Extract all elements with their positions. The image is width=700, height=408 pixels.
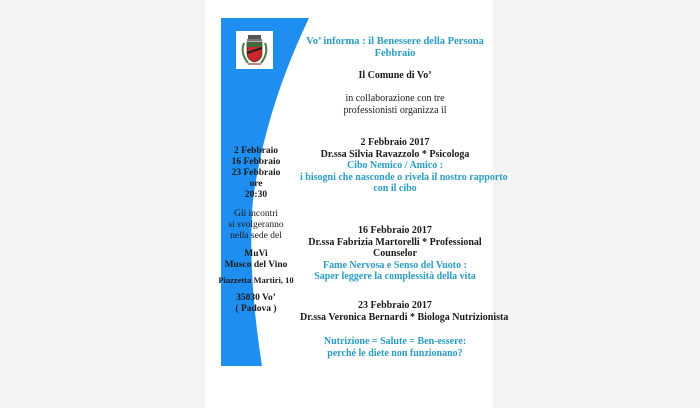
event-topic-line: Saper leggere la complessità della vita — [314, 271, 476, 282]
city-postcode: 35030 Vo’ — [236, 293, 276, 303]
event-speaker-line-2: Counselor — [373, 248, 417, 259]
event-date: 2 Febbraio 2017 — [360, 137, 430, 148]
municipal-coat-of-arms-icon — [236, 31, 273, 69]
venue-address: Piazzetta Martiri, 10 — [218, 275, 294, 285]
event-speaker: Dr.ssa Fabrizia Martorelli * Professional — [308, 236, 482, 248]
flyer-page — [205, 0, 509, 408]
venue-name — [215, 249, 297, 271]
venue-intro-line: si svolgeranno — [228, 220, 284, 230]
flyer-title — [300, 36, 490, 60]
intro-line-2: professionisti organizza il — [343, 104, 447, 116]
intro-line-1: in collaborazione con tre — [345, 93, 445, 104]
event-topic-title: Nutrizione = Salute = Ben-essere: — [323, 336, 467, 347]
event-speaker: Dr.ssa Silvia Ravazzolo * Psicologa — [320, 148, 470, 160]
event-speaker: Dr.ssa Veronica Bernardi * Biologa Nutrizionista — [300, 311, 509, 323]
venue-intro — [215, 209, 297, 242]
event-3-topic — [300, 336, 490, 359]
venue-intro-line: Gli incontri — [233, 209, 279, 219]
venue-name-full: Musco del Vino — [224, 260, 288, 270]
venue-city — [215, 293, 297, 315]
event-date: 23 Febbraio 2017 — [358, 300, 432, 311]
city-province: ( Padova ) — [235, 304, 277, 314]
schedule-dates — [215, 146, 297, 201]
event-topic-title: Cibo Nemico / Amico : — [346, 160, 444, 171]
event-topic-line: perché le diete non funzionano? — [327, 347, 463, 359]
title-line-2: Febbraio — [374, 48, 416, 59]
title-line-1: Vo’ informa : il Benessere della Persona — [306, 36, 484, 47]
time-value: 20:30 — [244, 190, 268, 200]
venue-name-short: MuVi — [244, 249, 268, 259]
event-date: 16 Febbraio 2017 — [358, 225, 432, 236]
date-2: 16 Febbraio — [231, 157, 281, 167]
organizer: Il Comune di Vo’ — [358, 70, 432, 81]
time-label: ore — [249, 179, 263, 189]
event-2 — [300, 225, 490, 283]
intro-text — [300, 93, 490, 116]
event-3 — [300, 300, 509, 323]
event-1 — [300, 137, 508, 195]
event-topic-line: i bisogni che nasconde o rivela il nostro rapporto — [300, 171, 508, 183]
venue-intro-line: nella sede del — [230, 231, 282, 241]
date-1: 2 Febbraio — [233, 146, 279, 156]
event-topic-line: con il cibo — [373, 183, 417, 194]
event-topic-title: Fame Nervosa e Senso del Vuoto : — [323, 259, 467, 271]
date-3: 23 Febbraio — [231, 168, 281, 178]
